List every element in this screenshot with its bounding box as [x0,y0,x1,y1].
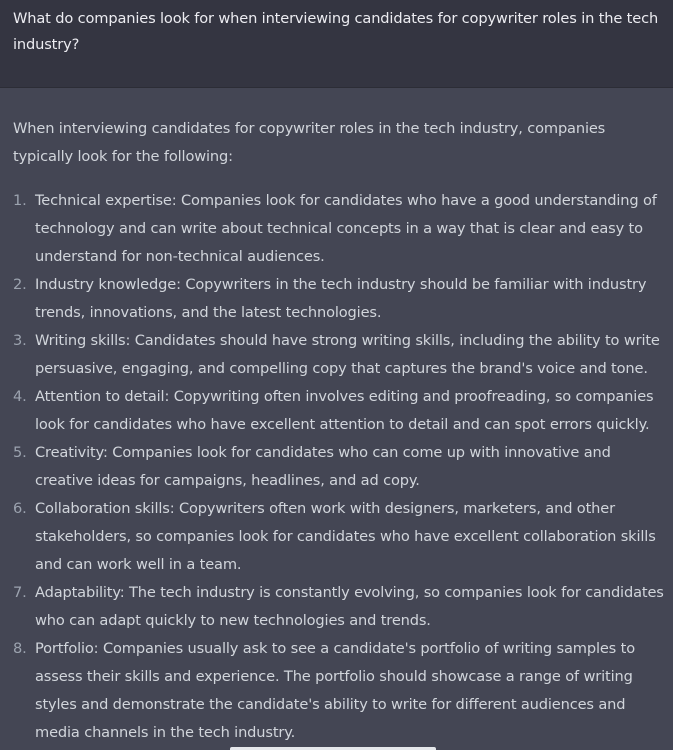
list-item [13,439,669,495]
list-item-text: Portfolio: Companies usually ask to see a candidate's portfolio of writing samples to assess their skills and experience. The portfolio should showcase a range of writing styles and demonstrate the candidate's ability to write for different audiences and media channels in the tech industry. [35,640,635,741]
list-item-text: Writing skills: Candidates should have strong writing skills, including the ability to write persuasive, engaging, and compelling copy that captures the brand's voice and tone. [35,332,660,377]
user-message-text: What do companies look for when interviewing candidates for copywriter roles in the tech industry? [13,10,659,53]
list-item-number: 1. [13,192,27,209]
list-item-text: Collaboration skills: Copywriters often work with designers, marketers, and other stakeholders, so companies look for candidates who have excellent collaboration skills and can work well in a team. [35,500,656,573]
list-item [13,495,669,579]
list-item-number: 7. [13,584,27,601]
list-item-text: Technical expertise: Companies look for candidates who have a good understanding of technology and can write about technical concepts in a way that is clear and easy to understand for non-technical audiences. [35,192,657,265]
list-item-number: 8. [13,640,27,657]
list-item-number: 4. [13,388,27,405]
list-item-text: Creativity: Companies look for candidates who can come up with innovative and creative ideas for campaigns, headlines, and ad copy. [35,444,611,489]
list-item-number: 5. [13,444,27,461]
list-item-text: Adaptability: The tech industry is constantly evolving, so companies look for candidates who can adapt quickly to new technologies and trends. [35,584,664,629]
assistant-message [0,88,673,747]
list-item-text: Attention to detail: Copywriting often involves editing and proofreading, so companies look for candidates who have excellent attention to detail and can spot errors quickly. [35,388,654,433]
list-item [13,383,669,439]
user-message [0,0,673,88]
list-item-text: Industry knowledge: Copywriters in the tech industry should be familiar with industry trends, innovations, and the latest technologies. [35,276,647,321]
answer-list [13,187,669,747]
list-item-number: 3. [13,332,27,349]
assistant-intro: When interviewing candidates for copywriter roles in the tech industry, companies typically look for the following: [13,120,606,165]
list-item [13,635,669,747]
list-item [13,187,669,271]
list-item [13,579,669,635]
list-item [13,271,669,327]
list-item-number: 6. [13,500,27,517]
list-item [13,327,669,383]
list-item-number: 2. [13,276,27,293]
